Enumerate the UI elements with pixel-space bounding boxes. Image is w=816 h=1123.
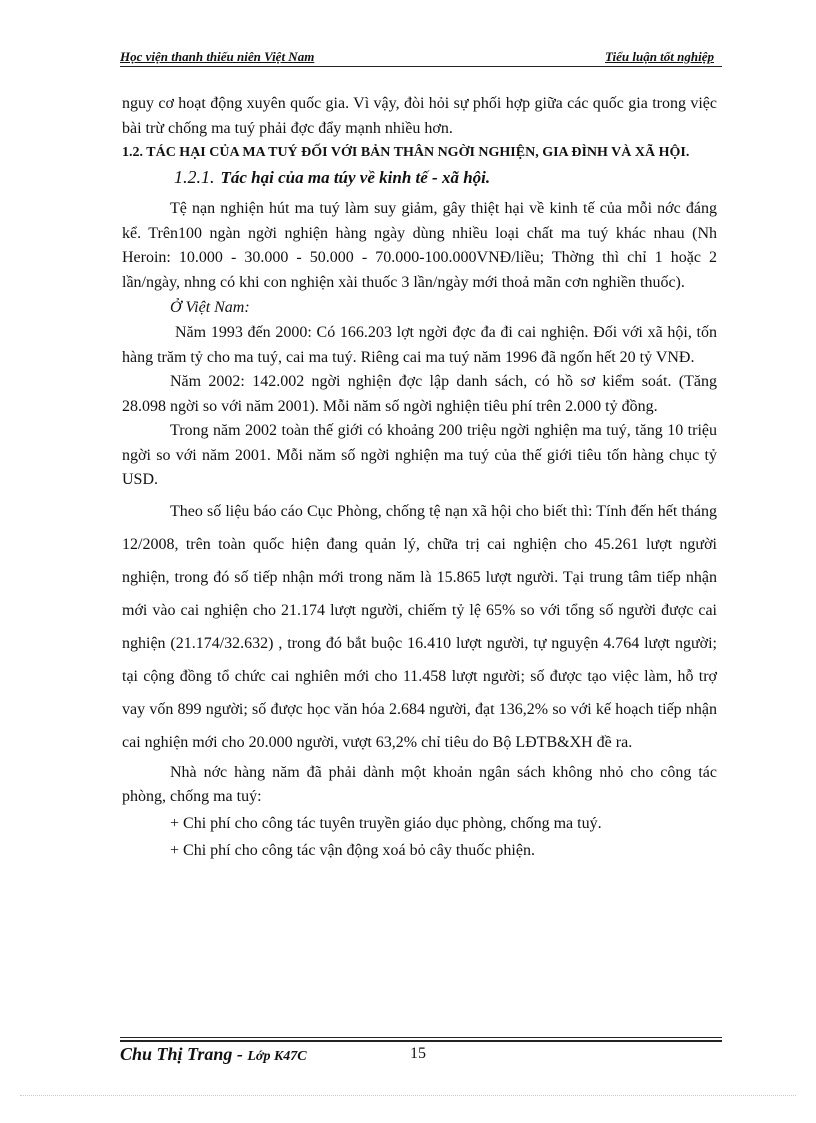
header-institution: Học viện thanh thiếu niên Việt Nam xyxy=(120,49,315,64)
footer-rule-thick xyxy=(120,1040,722,1042)
paragraph-report-2008: Theo số liệu báo cáo Cục Phòng, chống tệ nạn xã hội cho biết thì: Tính đến hết tháng 12/2008, trên toàn quốc hiện đang quản lý, chữa trị cai nghiện cho 45.261 lượt người nghiện, trong đó số tiếp nhận mới trong năm là 15.865 lượt người. Tại trung tâm tiếp nhận mới vào cai nghiện cho 21.174 lượt người, chiếm tỷ lệ 65% so với tổng số người được cai nghiện (21.174/32.632) , trong đó bắt buộc 16.410 lượt người, tự nguyện 4.764 lượt người; tại cộng đồng tổ chức cai nghiên mới cho 11.458 lượt người; số được tạo việc làm, hỗ trợ vay vốn 899 người; số được học văn hóa 2.684 người, đạt 136,2% so với kế hoạch tiếp nhận cai nghiện mới cho 20.000 người, vượt 63,2% chỉ tiêu do Bộ LĐTB&XH đề ra. xyxy=(122,502,717,751)
page-footer xyxy=(120,1044,722,1066)
subsection-title: Tác hại của ma túy về kinh tế - xã hội. xyxy=(220,168,491,187)
paragraph-world-2002: Trong năm 2002 toàn thế giới có khoảng 200 triệu ngời nghiện ma tuý, tăng 10 triệu ngời so với năm 2001. Mỗi năm số ngời nghiện ma tuý của thế giới tiêu tốn hàng chục tỷ USD. xyxy=(122,422,717,488)
paragraph-2002: Năm 2002: 142.002 ngời nghiện đợc lập danh sách, có hồ sơ kiểm soát. (Tăng 28.098 ngời so với năm 2001). Mỗi năm số ngời nghiện tiêu phí trên 2.000 tỷ đồng. xyxy=(122,373,717,415)
page-edge-divider xyxy=(20,1095,796,1096)
header-doc-type: Tiểu luận tốt nghiệp xyxy=(605,49,714,64)
footer-author: Chu Thị Trang - Lớp K47C xyxy=(120,1044,307,1064)
paragraph-1993-2000: Năm 1993 đến 2000: Có 166.203 lợt ngời đợc đa đi cai nghiện. Đối với xã hội, tốn hàng trăm tỷ cho ma tuý, cai ma tuý. Riêng cai ma tuý năm 1996 đã ngốn hết 20 tỷ VNĐ. xyxy=(122,324,717,366)
header-rule xyxy=(120,66,722,67)
paragraph-continuation: nguy cơ hoạt động xuyên quốc gia. Vì vậy, đòi hỏi sự phối hợp giữa các quốc gia trong việc bài trừ chống ma tuý phải đợc đẩy mạnh nhiều hơn. xyxy=(122,95,717,137)
paragraph-economic-damage: Tệ nạn nghiện hút ma tuý làm suy giảm, gây thiệt hại về kinh tế của mỗi nớc đáng kể. Trên100 ngàn ngời nghiện hàng ngày dùng nhiều loại chất ma tuý khác nhau (Nh Heroin: 10.000 - 30.000 - 50.000 - 70.000-100.000VNĐ/liều; Thờng thì chỉ 1 hoặc 2 lần/ngày, nhng có khi con nghiện xài thuốc 3 lần/ngày mới thoả mãn cơn nghiền thuốc). xyxy=(122,200,717,291)
list-item: + Chi phí cho công tác tuyên truyền giáo dục phòng, chống ma tuý. xyxy=(170,814,602,832)
section-title: 1.2. TÁC HẠI CỦA MA TUÝ ĐỐI VỚI BẢN THÂN NGỜI NGHIỆN, GIA ĐÌNH VÀ XÃ HỘI. xyxy=(122,145,690,160)
subsection-number: 1.2.1. xyxy=(174,167,215,187)
place-heading: Ở Việt Nam: xyxy=(170,299,250,316)
list-item: + Chi phí cho công tác vận động xoá bỏ cây thuốc phiện. xyxy=(170,841,535,859)
paragraph-state-budget: Nhà nớc hàng năm đã phải dành một khoản ngân sách không nhỏ cho công tác phòng, chống ma tuý: xyxy=(122,763,717,805)
page-body xyxy=(122,92,717,864)
subsection-heading xyxy=(174,164,717,191)
footer-class: Lớp K47C xyxy=(247,1049,307,1064)
page-header xyxy=(120,49,722,65)
footer-rule xyxy=(120,1037,722,1038)
page-number: 15 xyxy=(410,1045,426,1062)
